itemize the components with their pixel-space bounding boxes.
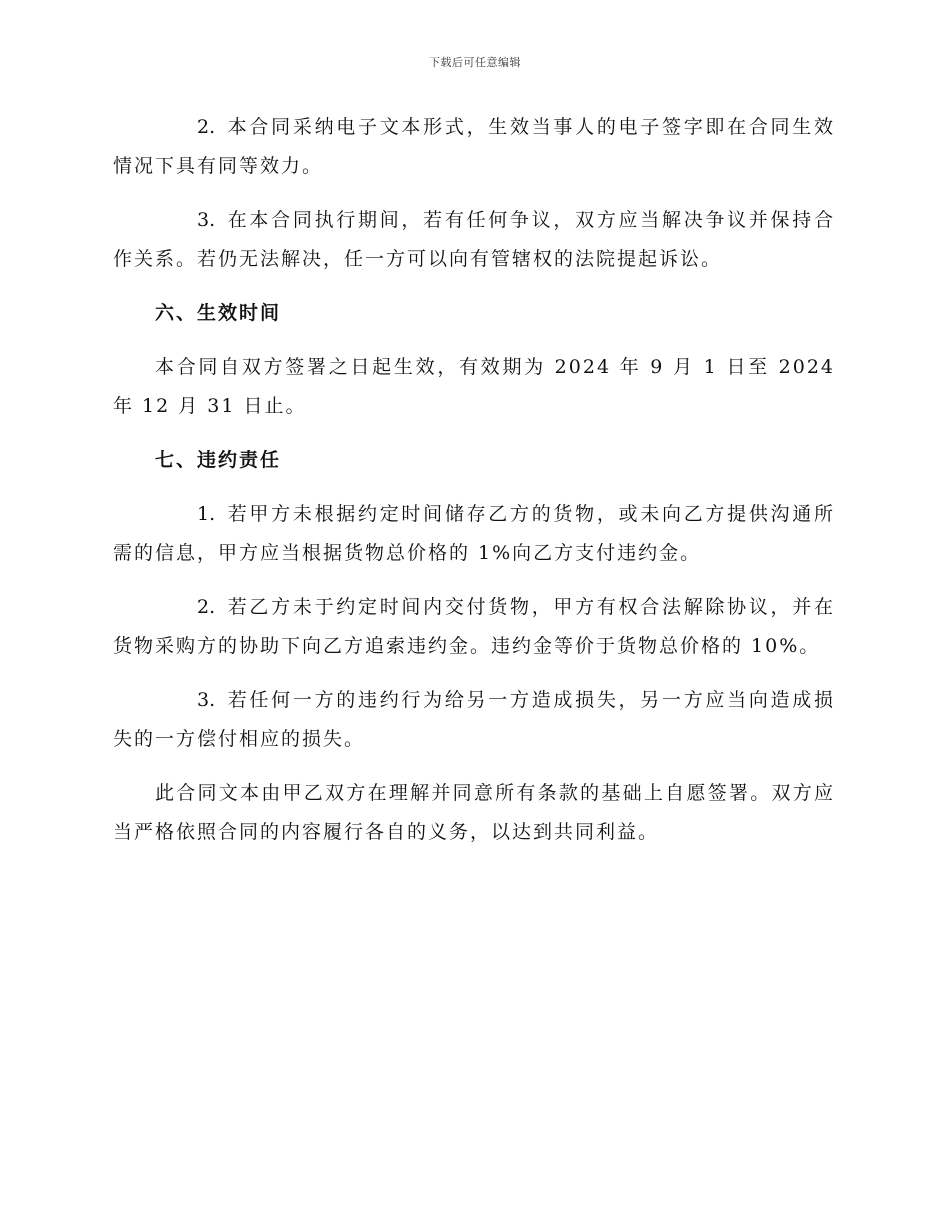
clause-number: 2. <box>197 596 216 618</box>
clause-number: 3. <box>197 689 216 711</box>
closing-paragraph: 此合同文本由甲乙双方在理解并同意所有条款的基础上自愿签署。双方应当严格依照合同的内容履行各自的义务，以达到共同利益。 <box>113 782 835 843</box>
clause-5-2 <box>113 108 835 186</box>
clause-text: 本合同采纳电子文本形式，生效当事人的电子签字即在合同生效情况下具有同等效力。 <box>113 116 835 177</box>
clause-text: 若乙方未于约定时间内交付货物，甲方有权合法解除协议，并在货物采购方的协助下向乙方追索违约金。违约金等价于货物总价格的 10%。 <box>113 596 835 657</box>
clause-5-3 <box>113 201 835 279</box>
section-heading-breach-liability: 七、违约责任 <box>155 449 282 471</box>
clause-text: 若任何一方的违约行为给另一方造成损失，另一方应当向造成损失的一方偿付相应的损失。 <box>113 689 835 750</box>
clause-7-2 <box>113 588 835 666</box>
clause-text: 在本合同执行期间，若有任何争议，双方应当解决争议并保持合作关系。若仍无法解决，任一方可以向有管辖权的法院提起诉讼。 <box>113 209 835 270</box>
page-header: 下载后可任意编辑 <box>429 56 521 69</box>
clause-number: 3. <box>197 209 216 231</box>
clause-text: 若甲方未根据约定时间储存乙方的货物，或未向乙方提供沟通所需的信息，甲方应当根据货物总价格的 1%向乙方支付违约金。 <box>113 503 835 564</box>
document-body <box>113 108 835 867</box>
clause-7-1 <box>113 495 835 573</box>
clause-number: 1. <box>197 503 216 525</box>
section-heading-effective-time: 六、生效时间 <box>155 302 282 324</box>
clause-7-3 <box>113 681 835 759</box>
effective-time-paragraph: 本合同自双方签署之日起生效，有效期为 2024 年 9 月 1 日至 2024 年 12 月 31 日止。 <box>113 356 835 417</box>
clause-number: 2. <box>197 116 216 138</box>
